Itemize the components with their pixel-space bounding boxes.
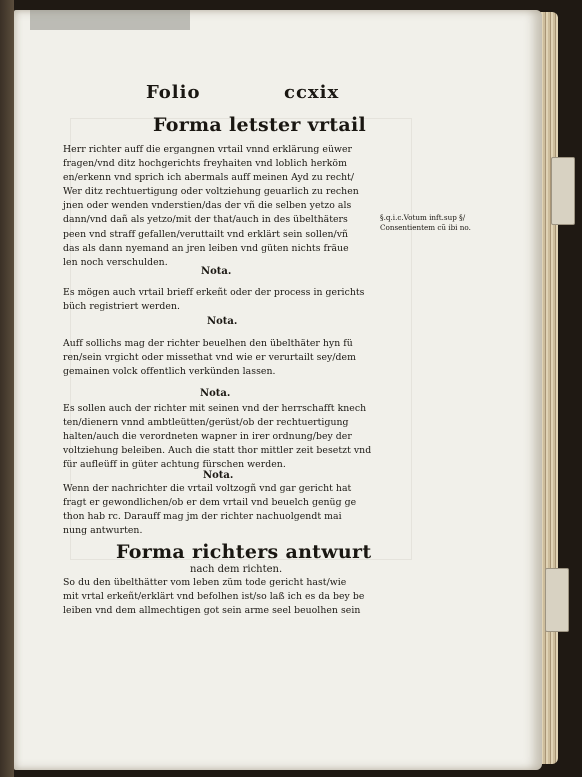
text-line: nung antwurten. xyxy=(63,525,143,537)
text-line: leiben vnd dem allmechtigen got sein arme seel beuolhen sein xyxy=(63,605,361,617)
paragraph-register xyxy=(63,286,365,314)
nota-label: Nota. xyxy=(203,470,234,481)
text-line: So du den übelthätter vom leben züm tode gericht hast/wie xyxy=(63,577,347,588)
text-line: Auff sollichs mag der richter beuelhen den übelthäter hyn fü xyxy=(63,338,353,349)
text-line: Wenn der nachrichter die vrtail voltzogñ vnd gar gericht hat xyxy=(63,483,352,494)
text-line: jnen oder wenden vnderstien/das der vñ die selben yetzo als xyxy=(63,200,352,212)
text-line: Es sollen auch der richter mit seinen vnd der herrschafft knech xyxy=(63,403,367,414)
paragraph-verdict xyxy=(63,143,359,270)
marginal-line: §.q.i.c.Votum inft.sup §/ xyxy=(380,213,466,222)
section-heading: Forma letster vrtail xyxy=(153,114,367,136)
text-line: Herr richter auff die ergangnen vrtail vnnd erklärung eüwer xyxy=(63,144,353,155)
binding-strip xyxy=(30,10,190,30)
text-line: Wer ditz rechtuertigung oder voltziehung geuarlich zu rechen xyxy=(63,186,359,198)
marginal-note xyxy=(380,213,471,233)
text-line: fragen/vnd ditz hochgerichts freyhaiten vnd loblich herköm xyxy=(63,158,347,170)
text-line: voltziehung beleiben. Auch die statt thor mittler zeit besetzt vnd xyxy=(63,445,372,457)
marginal-line: Consentientem cũ ibi no. xyxy=(380,223,471,232)
paragraph-executioner xyxy=(63,482,356,538)
text-line: mit vrtal erkeñt/erklärt vnd befolhen ist/so laß ich es da bey be xyxy=(63,591,365,603)
paper-tab-upper xyxy=(551,157,575,225)
folio-number: ccxix xyxy=(284,82,340,103)
text-line: peen vnd straff gefallen/veruttailt vnd erklärt sein sollen/vñ xyxy=(63,228,349,240)
paragraph-guards xyxy=(63,402,371,472)
book-gutter xyxy=(0,0,14,777)
text-line: dann/vnd dañ als yetzo/mit der that/auch in des übelthäters xyxy=(63,214,348,226)
text-line: fragt er gewondlichen/ob er dem vrtail vnd beuelch genüg ge xyxy=(63,497,357,509)
text-line: len noch verschulden. xyxy=(63,256,168,268)
nota-label: Nota. xyxy=(201,266,232,277)
nota-label: Nota. xyxy=(207,316,238,327)
text-line: für aufleüff in güter achtung fürschen werden. xyxy=(63,459,286,471)
text-line: ten/dienern vnnd ambtleütten/gerüst/ob der rechtuertigung xyxy=(63,417,349,429)
text-line: das als dann nyemand an jren leiben vnd güten nichts fräue xyxy=(63,242,349,254)
text-line: halten/auch die verordneten wapner in irer ordnung/bey der xyxy=(63,431,352,443)
paragraph-proclamation xyxy=(63,337,356,379)
section-subheading: nach dem richten. xyxy=(190,564,283,575)
text-line: ren/sein vrgicht oder missethat vnd wie er verurtailt sey/dem xyxy=(63,352,356,364)
text-line: Es mögen auch vrtail brieff erkeñt oder der process in gerichts xyxy=(63,287,365,298)
text-line: gemainen volck offentlich verkünden lassen. xyxy=(63,366,276,378)
text-line: büch registriert werden. xyxy=(63,301,181,313)
folio-label: Folio xyxy=(146,82,201,103)
section-heading: Forma richters antwurt xyxy=(116,541,372,563)
paragraph-judge-answer xyxy=(63,576,364,618)
paper-tab-lower xyxy=(545,568,569,632)
nota-label: Nota. xyxy=(200,388,231,399)
text-line: en/erkenn vnd sprich ich abermals auff meinen Ayd zu recht/ xyxy=(63,172,355,184)
text-line: thon hab rc. Darauff mag jm der richter nachuolgendt mai xyxy=(63,511,342,523)
